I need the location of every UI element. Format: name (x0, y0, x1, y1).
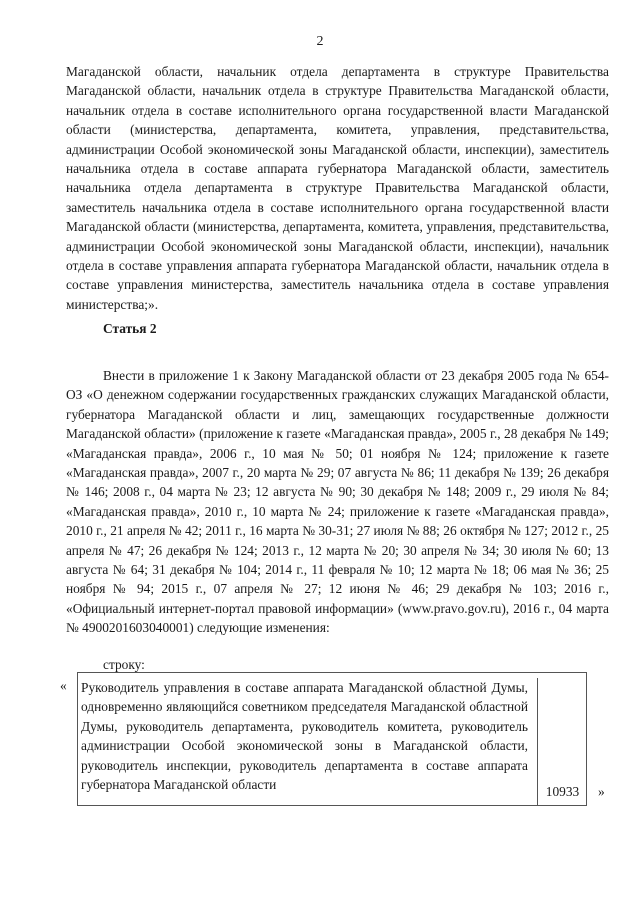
quote-open: « (60, 678, 67, 693)
page-number: 2 (316, 34, 324, 49)
table-cell-position: Руководитель управления в составе аппарата Магаданской областной Думы, одновременно являющийся советником председателя Магаданской областной Думы, руководитель департамента, руководитель комитета, руководитель администрации Особой экономической зоны в Магаданской области, руководитель инспекции, руководитель департамента в составе аппарата губернатора Магаданской области (81, 680, 528, 793)
article-heading: Статья 2 (103, 321, 157, 336)
quote-close: » (598, 784, 605, 799)
paragraph-continuation: Магаданской области, начальник отдела департамента в структуре Правительства Магаданской области, начальник отдела в структуре Правительства Магаданской области, начальник отдела в составе исполнительного органа государственной власти Магаданской области (министерства, департамента, комитета, управления, представительства, администрации Особой экономической зоны Магаданской области, инспекции), заместитель начальника отдела в составе аппарата губернатора Магаданской области, заместитель начальника отдела департамента в структуре Правительства Магаданской области, заместитель начальника отдела в составе исполнительного органа государственной власти Магаданской области (министерства, департамента, комитета, управления, представительства, администрации Особой экономической зоны Магаданской области, инспекции), начальник отдела в составе управления аппарата губернатора Магаданской области, начальник отдела в составе управления министерства, заместитель начальника отдела в составе управления министерства;». (66, 64, 609, 312)
table-cell-salary: 10933 (545, 784, 580, 799)
paragraph-amendment: Внести в приложение 1 к Закону Магаданской области от 23 декабря 2005 года № 654-ОЗ «О денежном содержании государственных гражданских служащих Магаданской области, губернатора Магаданской области и лиц, замещающих государственные должности Магаданской области» (приложение к газете «Магаданская правда», 2005 г., 28 декабря № 149; «Магаданская правда», 2006 г., 10 мая № 50; 01 ноября № 124; приложение к газете «Магаданская правда», 2007 г., 20 марта № 29; 07 августа № 86; 11 декабря № 139; 26 декабря № 146; 2008 г., 04 марта № 23; 12 августа № 90; 30 декабря № 148; 2009 г., 29 июля № 84; «Магаданская правда», 2010 г., 10 марта № 24; приложение к газете «Магаданская правда», 2010 г., 21 апреля № 42; 2011 г., 16 марта № 30-31; 27 июля № 88; 26 октября № 127; 2012 г., 25 апреля № 47; 26 декабря № 124; 2013 г., 12 марта № 20; 30 апреля № 34; 30 июля № 60; 13 августа № 64; 31 декабря № 104; 2014 г., 11 февраля № 10; 12 марта № 18; 06 мая № 36; 25 ноября № 94; 2015 г., 07 апреля № 27; 12 июня № 46; 29 декабря № 103; 2016 г., «Официальный интернет-портал правовой информации» (www.pravo.gov.ru), 2016 г., 04 марта № 4900201603040001) следующие изменения: (66, 368, 609, 636)
row-label: строку: (103, 657, 145, 672)
